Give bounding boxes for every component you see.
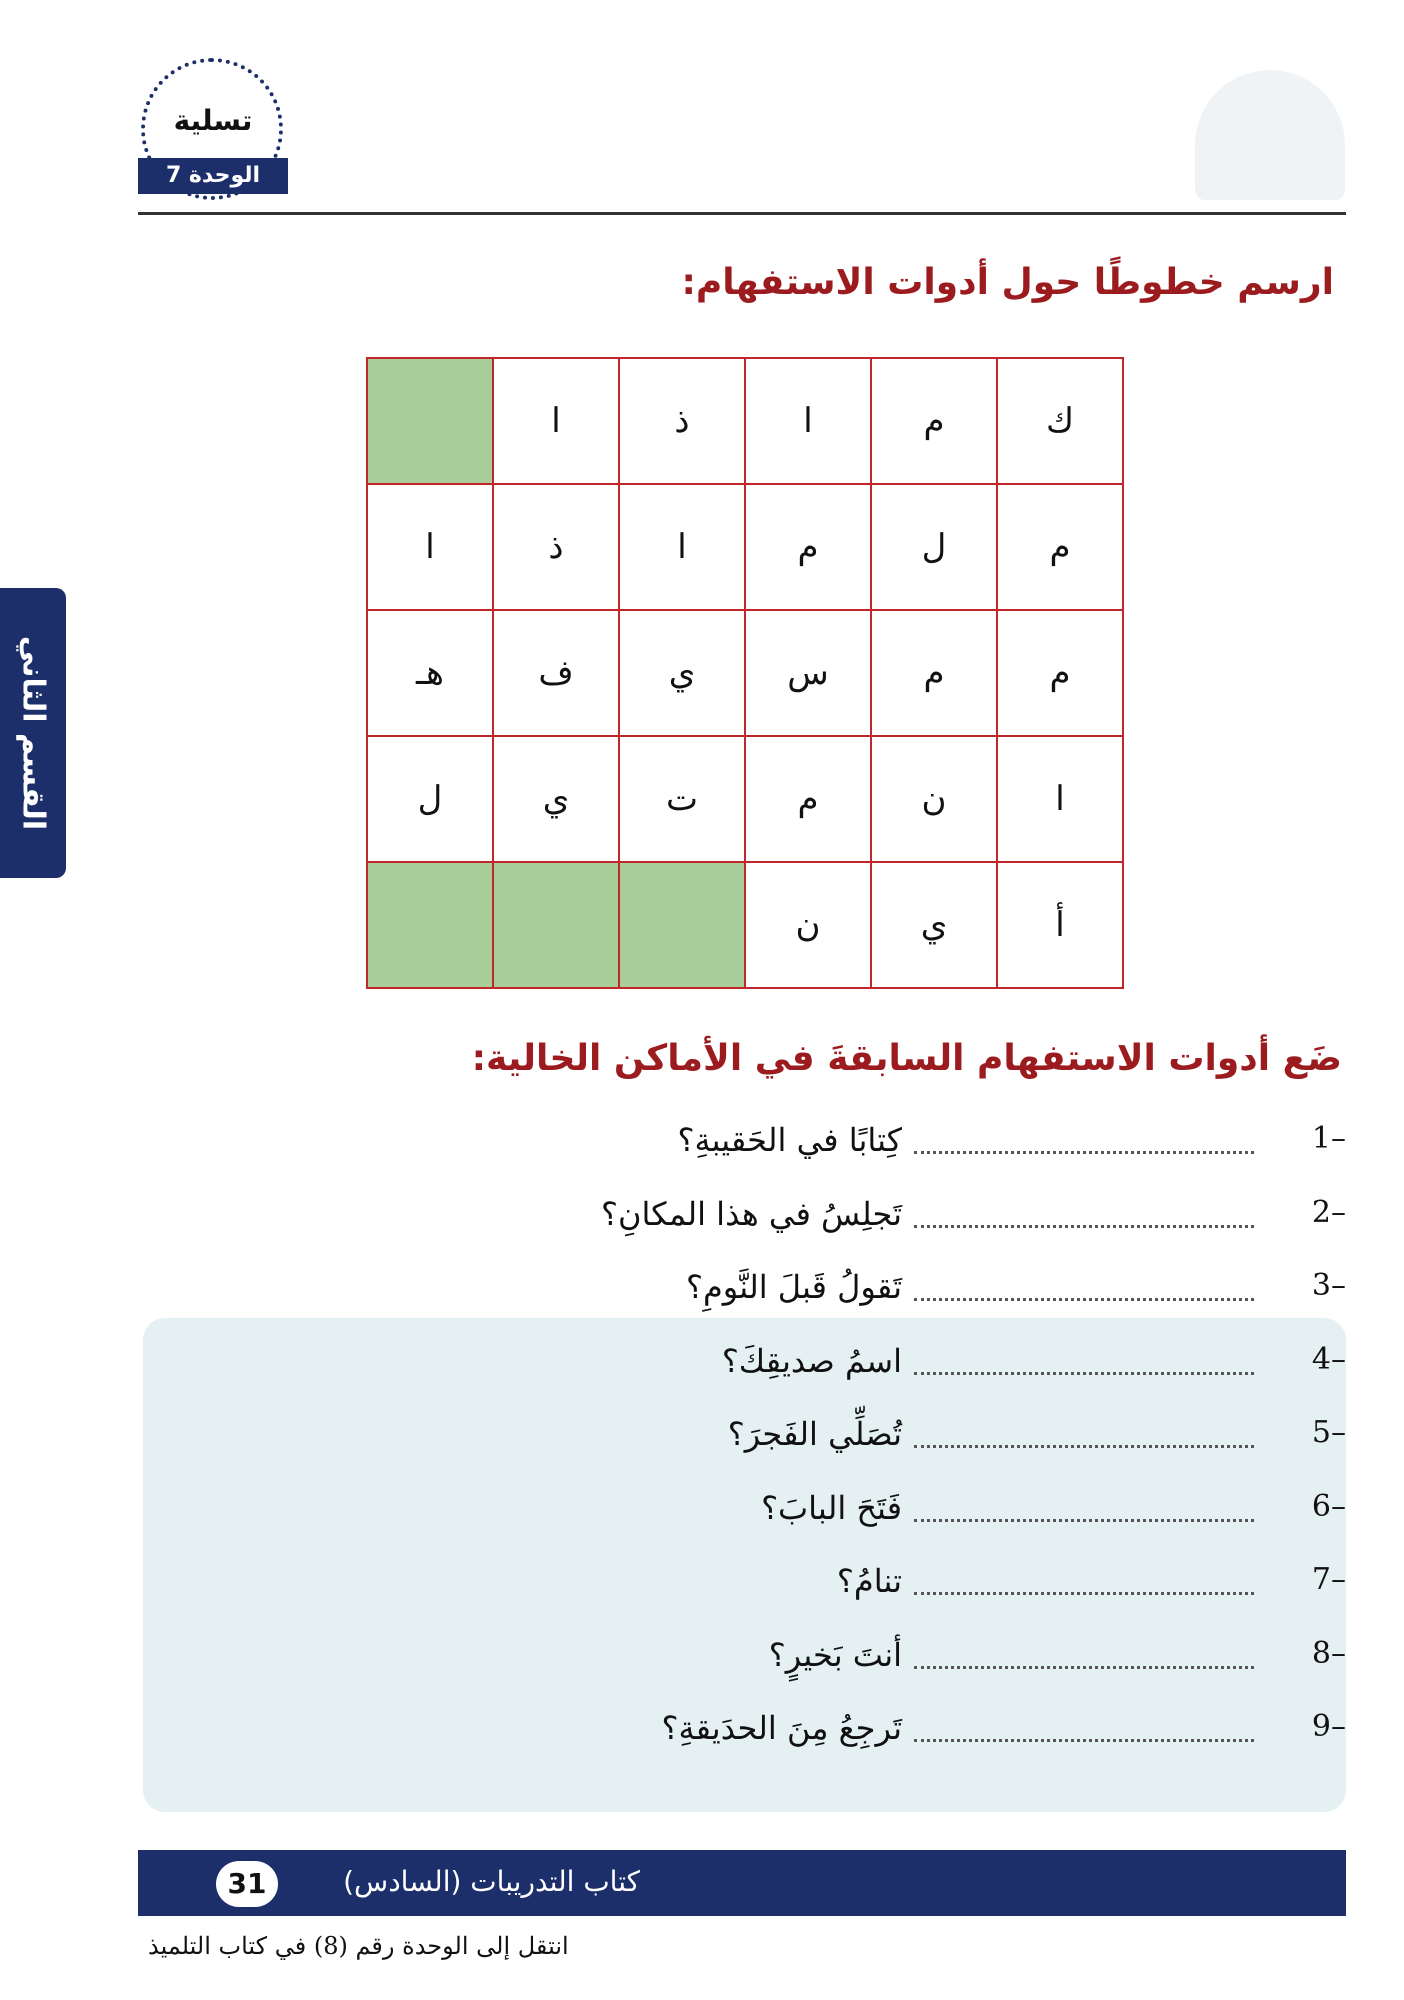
grid-cell-filled [367,862,493,988]
answer-blank[interactable] [914,1739,1254,1742]
answer-blank[interactable] [914,1592,1254,1595]
grid-cell: ي [871,862,997,988]
question-text: تنامُ؟ [836,1562,902,1600]
question-item [186,1415,1346,1475]
letter-grid [366,357,1124,989]
grid-row [367,484,1123,610]
grid-cell: م [871,610,997,736]
grid-cell: ف [493,610,619,736]
grid-cell: ا [493,358,619,484]
question-item [186,1342,1346,1402]
answer-blank[interactable] [914,1151,1254,1154]
grid-cell: ن [871,736,997,862]
question-item [186,1562,1346,1622]
grid-cell: ن [745,862,871,988]
grid-cell: م [745,484,871,610]
question-item [186,1268,1346,1328]
grid-row [367,862,1123,988]
question-text: تُصَلِّي الفَجرَ؟ [727,1415,902,1453]
exercise2-instruction: ضَع أدوات الاستفهام السابقةَ في الأماكن الخالية: [471,1038,1342,1079]
grid-cell: ل [367,736,493,862]
grid-cell: ا [367,484,493,610]
question-text: اسمُ صديقِكَ؟ [721,1341,902,1380]
question-item [186,1636,1346,1696]
question-item [186,1709,1346,1769]
question-item [186,1489,1346,1549]
answer-blank[interactable] [914,1372,1254,1375]
exercise1-instruction: ارسم خطوطًا حول أدوات الاستفهام: [681,262,1334,303]
grid-cell: ت [619,736,745,862]
grid-cell: ي [493,736,619,862]
show-through-badge [1195,70,1345,200]
grid-row [367,610,1123,736]
grid-row [367,358,1123,484]
question-item [186,1121,1346,1181]
question-text: تَقولُ قَبلَ النَّومِ؟ [685,1268,902,1306]
page-number: 31 [216,1861,278,1907]
section-badge [138,58,288,198]
question-text: تَجلِسُ في هذا المكانِ؟ [600,1194,902,1233]
grid-cell: م [871,358,997,484]
grid-cell: ا [619,484,745,610]
question-text: كِتابًا في الحَقيبةِ؟ [677,1121,902,1159]
grid-cell: ذ [619,358,745,484]
grid-cell: م [997,484,1123,610]
grid-cell: ك [997,358,1123,484]
grid-cell: س [745,610,871,736]
grid-cell: ذ [493,484,619,610]
grid-cell-filled [493,862,619,988]
grid-row [367,736,1123,862]
header-divider [138,212,1346,215]
grid-cell: م [997,610,1123,736]
side-tab-label: القسم الثاني [15,635,51,831]
answer-blank[interactable] [914,1445,1254,1448]
grid-cell: ا [997,736,1123,862]
question-number: 4– [1311,1341,1346,1377]
question-number: 6– [1311,1488,1346,1524]
grid-cell: ي [619,610,745,736]
answer-blank[interactable] [914,1298,1254,1301]
answer-blank[interactable] [914,1225,1254,1228]
footer-note: انتقل إلى الوحدة رقم (8) في كتاب التلميذ [148,1932,569,1960]
book-title: كتاب التدريبات (السادس) [343,1865,640,1898]
answer-blank[interactable] [914,1519,1254,1522]
question-number: 5– [1311,1415,1346,1450]
question-number: 3– [1311,1268,1346,1303]
answer-blank[interactable] [914,1666,1254,1669]
grid-cell-filled [367,358,493,484]
question-text: فَتَحَ البابَ؟ [761,1488,902,1527]
grid-cell: ل [871,484,997,610]
grid-cell: ا [745,358,871,484]
grid-cell: هـ [367,610,493,736]
question-number: 2– [1311,1194,1346,1230]
question-number: 7– [1311,1562,1346,1597]
unit-label: الوحدة 7 [138,158,288,194]
section-side-tab [0,588,66,878]
grid-cell-filled [619,862,745,988]
grid-cell: أ [997,862,1123,988]
question-number: 9– [1311,1709,1346,1744]
question-text: تَرجِعُ مِنَ الحدَيقةِ؟ [661,1709,902,1747]
question-number: 1– [1311,1121,1346,1156]
grid-cell: م [745,736,871,862]
badge-title: تسلية [173,104,253,137]
question-text: أنتَ بَخيرٍ؟ [768,1635,902,1674]
question-item [186,1195,1346,1255]
question-number: 8– [1311,1635,1346,1671]
